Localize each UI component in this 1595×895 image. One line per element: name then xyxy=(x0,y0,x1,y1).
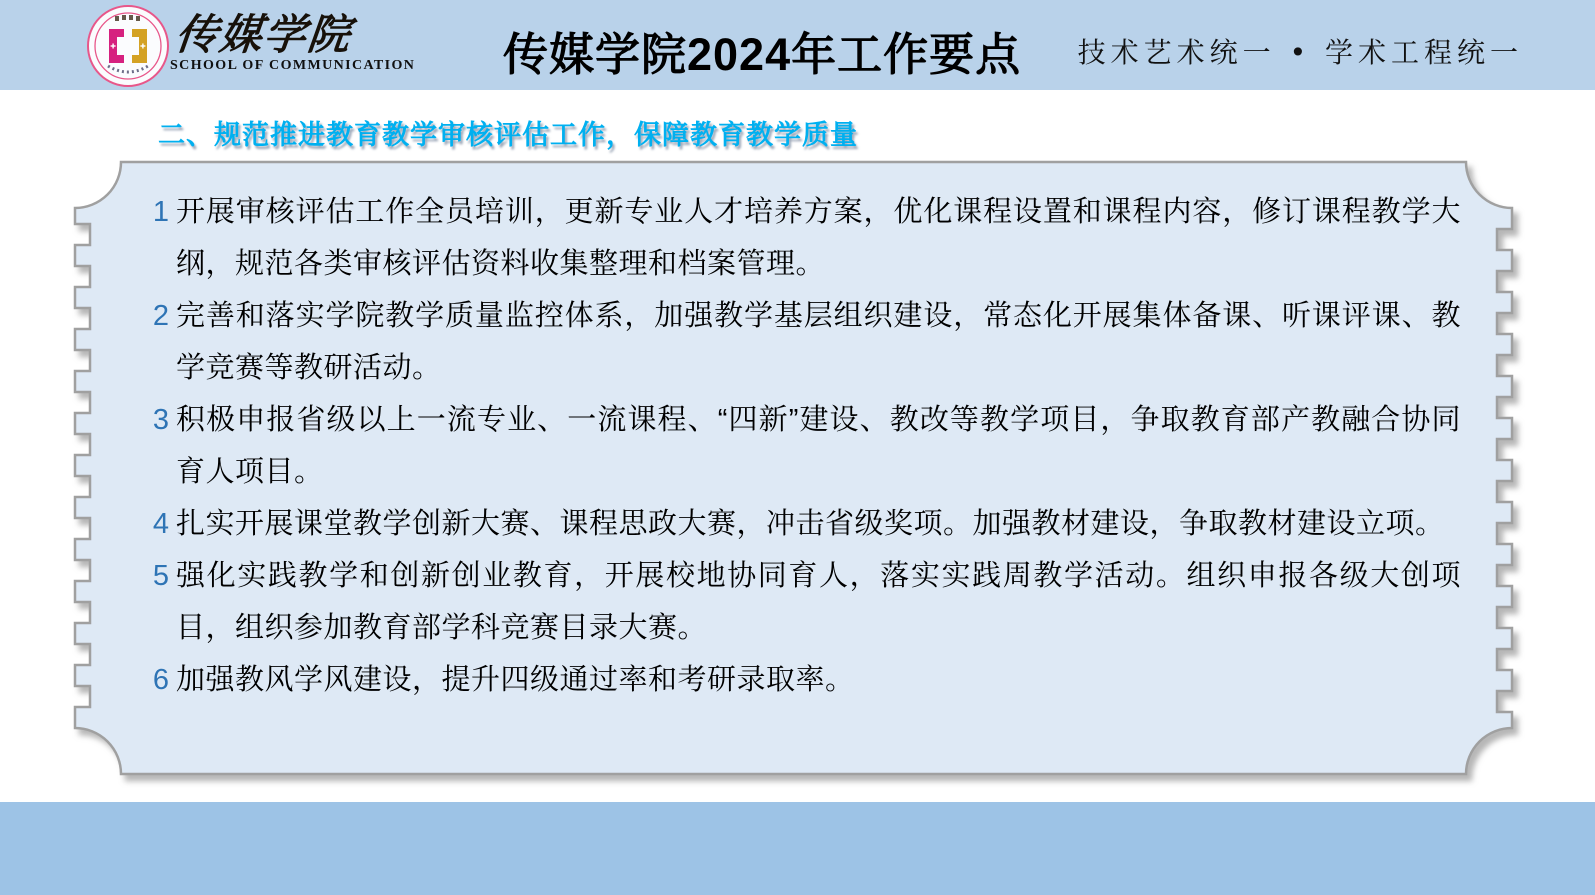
item-text: 完善和落实学院教学质量监控体系，加强教学基层组织建设，常态化开展集体备课、听课评课、教学竞赛等教研活动。 xyxy=(176,300,1461,384)
item-number: 4 xyxy=(152,508,169,540)
footer-bar xyxy=(0,802,1595,895)
work-item xyxy=(143,550,1461,654)
item-number: 6 xyxy=(152,664,169,696)
item-text: 开展审核评估工作全员培训，更新专业人才培养方案，优化课程设置和课程内容，修订课程教学大纲，规范各类审核评估资料收集整理和档案管理。 xyxy=(176,196,1461,280)
work-item xyxy=(143,394,1461,498)
work-item xyxy=(143,290,1461,394)
header-bar xyxy=(0,0,1595,90)
header-slogan: 技术艺术统一 • 学术工程统一 xyxy=(1077,36,1523,69)
work-items-list xyxy=(143,186,1461,706)
work-item xyxy=(143,186,1461,290)
page-title: 传媒学院2024年工作要点 xyxy=(503,29,1022,80)
item-text: 强化实践教学和创新创业教育，开展校地协同育人，落实实践周教学活动。组织申报各级大创项目，组织参加教育部学科竞赛目录大赛。 xyxy=(176,560,1461,644)
item-text: 积极申报省级以上一流专业、一流课程、“四新”建设、教改等教学项目，争取教育部产教融合协同育人项目。 xyxy=(176,404,1461,488)
item-number: 2 xyxy=(152,300,169,332)
work-item xyxy=(143,498,1461,550)
item-text: 扎实开展课堂教学创新大赛、课程思政大赛，冲击省级奖项。加强教材建设，争取教材建设立项。 xyxy=(176,508,1445,540)
item-text: 加强教风学风建设，提升四级通过率和考研录取率。 xyxy=(176,664,855,696)
school-logo-icon xyxy=(86,4,170,88)
logo-en-text: SCHOOL OF COMMUNICATION xyxy=(170,58,416,73)
item-number: 1 xyxy=(152,196,169,228)
work-item xyxy=(143,654,1461,706)
item-number: 5 xyxy=(152,560,169,592)
logo-cn-text: 传媒学院 xyxy=(173,10,355,59)
content-panel xyxy=(75,162,1512,774)
item-number: 3 xyxy=(152,404,169,436)
section-heading: 二、规范推进教育教学审核评估工作，保障教育教学质量 xyxy=(158,120,858,150)
